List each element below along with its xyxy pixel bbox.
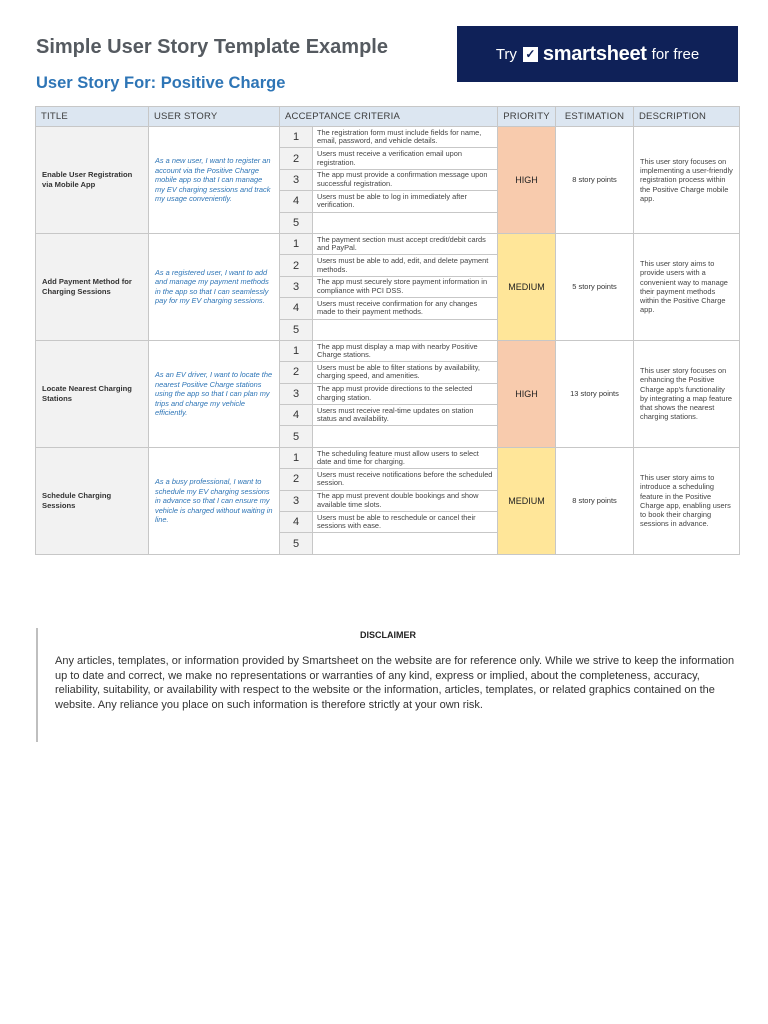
- criteria-text: [313, 212, 498, 233]
- header-title: TITLE: [36, 107, 149, 127]
- criteria-text: Users must be able to reschedule or cancel their sessions with ease.: [313, 512, 498, 533]
- criteria-text: The app must prevent double bookings and show available time slots.: [313, 490, 498, 511]
- priority-cell: MEDIUM: [498, 447, 556, 554]
- table-row: [36, 447, 740, 468]
- user-story-cell: As an EV driver, I want to locate the nearest Positive Charge stations using the app so that I can plan my trips and charge my vehicle efficiently.: [149, 340, 280, 447]
- criteria-text: Users must receive a verification email upon registration.: [313, 148, 498, 169]
- criteria-number: 1: [280, 447, 313, 468]
- story-title-cell: Enable User Registration via Mobile App: [36, 127, 149, 234]
- disclaimer-box: [36, 628, 738, 742]
- estimation-cell: 8 story points: [556, 447, 634, 554]
- criteria-text: The payment section must accept credit/debit cards and PayPal.: [313, 233, 498, 254]
- criteria-text: Users must receive real-time updates on station status and availability.: [313, 405, 498, 426]
- description-cell: This user story focuses on implementing a user-friendly registration process within the Positive Charge mobile app.: [634, 127, 740, 234]
- page-subtitle: User Story For: Positive Charge: [36, 74, 286, 92]
- criteria-text: The scheduling feature must allow users to select date and time for charging.: [313, 447, 498, 468]
- criteria-number: 4: [280, 191, 313, 212]
- criteria-number: 2: [280, 255, 313, 276]
- table-row: [36, 340, 740, 361]
- disclaimer-title: DISCLAIMER: [360, 630, 416, 640]
- criteria-text: The app must provide a confirmation message upon successful registration.: [313, 169, 498, 190]
- table-row: [36, 233, 740, 254]
- user-story-cell: As a new user, I want to register an account via the Positive Charge mobile app so that I can manage my EV charging sessions and track my usage conveniently.: [149, 127, 280, 234]
- story-title-cell: Add Payment Method for Charging Sessions: [36, 233, 149, 340]
- criteria-number: 5: [280, 212, 313, 233]
- criteria-number: 4: [280, 512, 313, 533]
- criteria-number: 4: [280, 298, 313, 319]
- story-title-cell: Locate Nearest Charging Stations: [36, 340, 149, 447]
- disclaimer-body: Any articles, templates, or information provided by Smartsheet on the website are for reference only. While we strive to keep the information up to date and correct, we make no representations or warranties of any kind, express or implied, about the completeness, accuracy, reliability, suitability, or availability with respect to the website or the information, articles, templates, or related graphics contained on the website. Any reliance you place on such information is therefore strictly at your own risk.: [55, 655, 735, 711]
- criteria-text: Users must be able to log in immediately after verification.: [313, 191, 498, 212]
- criteria-number: 4: [280, 405, 313, 426]
- priority-cell: MEDIUM: [498, 233, 556, 340]
- priority-cell: HIGH: [498, 127, 556, 234]
- header-priority: PRIORITY: [498, 107, 556, 127]
- story-title-cell: Schedule Charging Sessions: [36, 447, 149, 554]
- smartsheet-logo-icon: ✓: [523, 47, 538, 62]
- criteria-text: Users must receive confirmation for any changes made to their payment methods.: [313, 298, 498, 319]
- description-cell: This user story aims to provide users with a convenient way to manage their payment methods within the Positive Charge app.: [634, 233, 740, 340]
- estimation-cell: 5 story points: [556, 233, 634, 340]
- description-cell: This user story focuses on enhancing the Positive Charge app's functionality by integrating a map feature that shows the nearest charging stations.: [634, 340, 740, 447]
- criteria-text: [313, 319, 498, 340]
- criteria-number: 3: [280, 383, 313, 404]
- criteria-number: 5: [280, 533, 313, 554]
- banner-try-text: Try: [495, 45, 517, 63]
- criteria-text: [313, 533, 498, 554]
- banner-brand-text: smartsheet: [542, 42, 647, 65]
- banner-free-text: for free: [651, 45, 700, 63]
- header-user-story: USER STORY: [149, 107, 280, 127]
- estimation-cell: 8 story points: [556, 127, 634, 234]
- criteria-text: Users must receive notifications before the scheduled session.: [313, 469, 498, 490]
- criteria-text: The app must provide directions to the selected charging station.: [313, 383, 498, 404]
- criteria-text: The app must display a map with nearby Positive Charge stations.: [313, 340, 498, 361]
- user-story-table: [35, 106, 740, 555]
- criteria-text: Users must be able to filter stations by availability, charging speed, and amenities.: [313, 362, 498, 383]
- criteria-number: 2: [280, 469, 313, 490]
- criteria-number: 5: [280, 319, 313, 340]
- header-description: DESCRIPTION: [634, 107, 740, 127]
- header-acceptance-criteria: ACCEPTANCE CRITERIA: [280, 107, 498, 127]
- criteria-number: 2: [280, 362, 313, 383]
- criteria-number: 1: [280, 233, 313, 254]
- criteria-number: 3: [280, 169, 313, 190]
- criteria-number: 1: [280, 340, 313, 361]
- criteria-number: 5: [280, 426, 313, 447]
- header-estimation: ESTIMATION: [556, 107, 634, 127]
- criteria-number: 1: [280, 127, 313, 148]
- estimation-cell: 13 story points: [556, 340, 634, 447]
- criteria-text: Users must be able to add, edit, and delete payment methods.: [313, 255, 498, 276]
- priority-cell: HIGH: [498, 340, 556, 447]
- page-title: Simple User Story Template Example: [36, 36, 388, 58]
- criteria-number: 3: [280, 490, 313, 511]
- criteria-text: [313, 426, 498, 447]
- description-cell: This user story aims to introduce a scheduling feature in the Positive Charge app, enabling users to book their charging sessions in advance.: [634, 447, 740, 554]
- criteria-number: 2: [280, 148, 313, 169]
- user-story-cell: As a registered user, I want to add and manage my payment methods in the app so that I can seamlessly pay for my EV charging sessions.: [149, 233, 280, 340]
- criteria-text: The app must securely store payment information in compliance with PCI DSS.: [313, 276, 498, 297]
- table-header-row: [36, 107, 740, 127]
- user-story-cell: As a busy professional, I want to schedule my EV charging sessions in advance so that I can ensure my vehicle is charged without waiting in line.: [149, 447, 280, 554]
- criteria-text: The registration form must include fields for name, email, password, and vehicle details.: [313, 127, 498, 148]
- criteria-number: 3: [280, 276, 313, 297]
- table-row: [36, 127, 740, 148]
- try-smartsheet-banner[interactable]: [457, 26, 738, 82]
